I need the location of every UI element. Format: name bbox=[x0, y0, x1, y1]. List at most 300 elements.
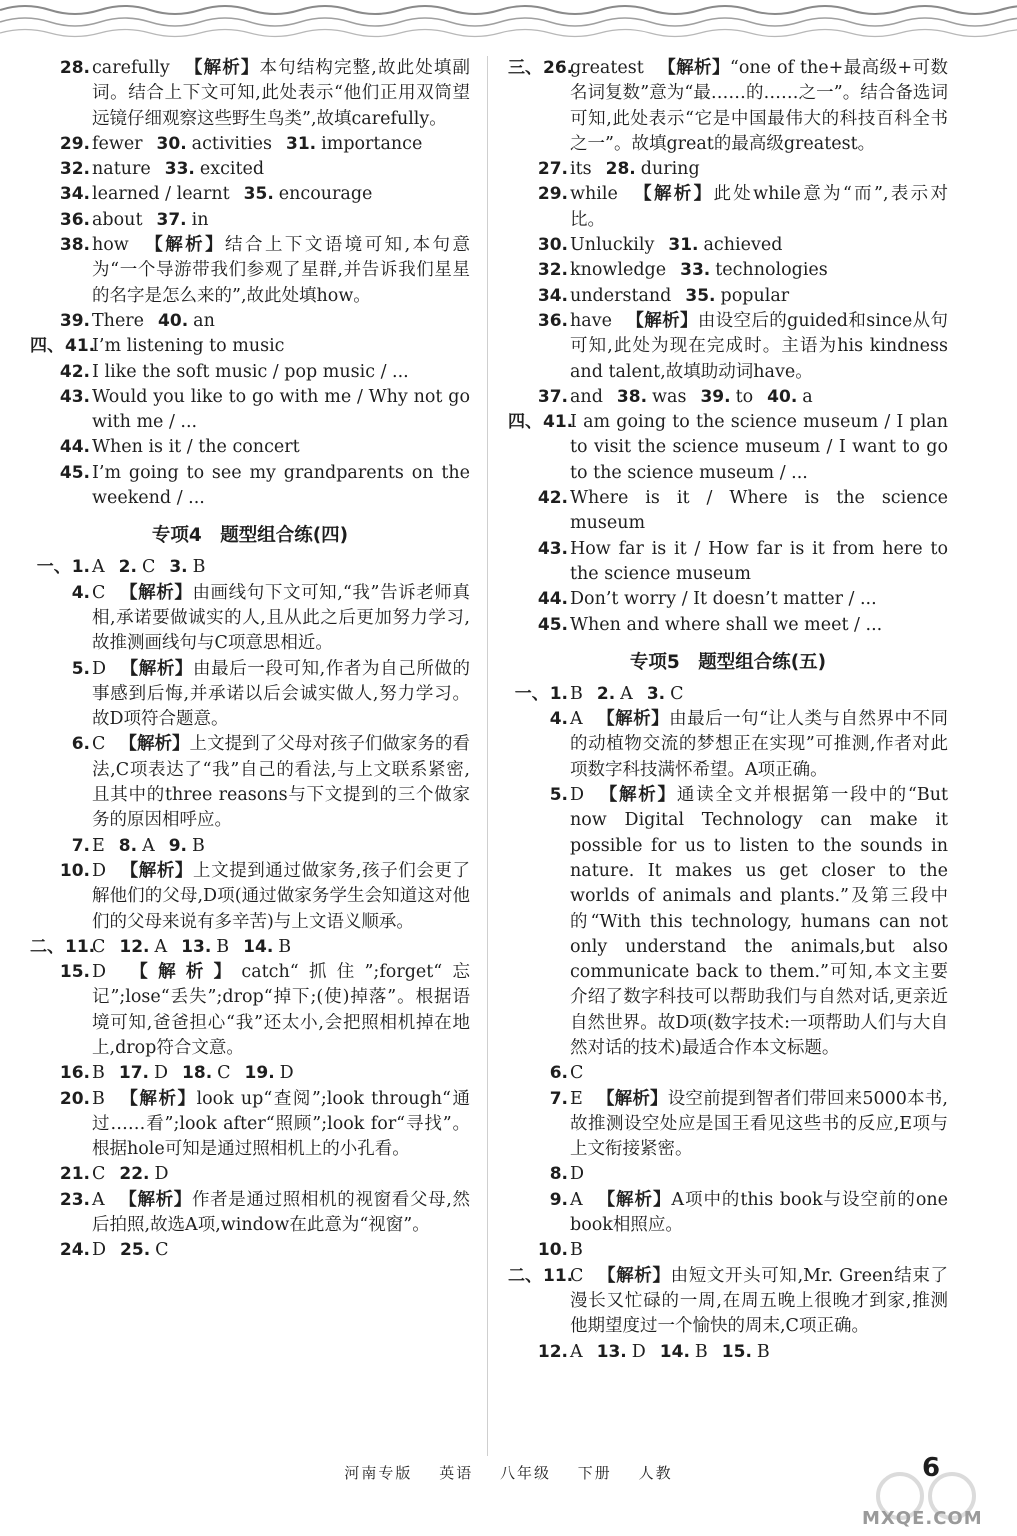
answer-text: D bbox=[154, 1063, 169, 1084]
answer-entry bbox=[30, 435, 470, 460]
question-lead bbox=[30, 385, 90, 410]
answer-text: C bbox=[670, 683, 684, 704]
question-number: 3. bbox=[169, 557, 188, 578]
analysis-label: 【解析】 bbox=[119, 582, 193, 603]
question-number: 39. bbox=[59, 310, 90, 331]
analysis-label: 【解析】 bbox=[657, 58, 730, 78]
analysis-label: 【解析】 bbox=[596, 1088, 668, 1109]
question-number: 43. bbox=[537, 538, 568, 559]
answer-text: A bbox=[620, 683, 633, 704]
question-number: 29. bbox=[59, 133, 90, 154]
answer-entry bbox=[508, 537, 948, 588]
analysis-label: 【解析】 bbox=[120, 658, 194, 679]
answer-text: carefully bbox=[92, 58, 170, 78]
answer-text: A bbox=[92, 557, 105, 578]
analysis-text: 结合上下文语境可知,本句意为“一个导游带我们参观了星群,并告诉我们星星的名字是怎么来的”,故此处填how。 bbox=[92, 235, 471, 306]
question-number: 17. bbox=[118, 1063, 149, 1084]
question-number: 6. bbox=[549, 1063, 568, 1084]
question-lead bbox=[508, 157, 568, 182]
question-lead bbox=[508, 587, 568, 612]
question-number: 14. bbox=[243, 936, 274, 957]
answer-entry bbox=[508, 1162, 948, 1187]
question-lead bbox=[508, 182, 568, 207]
answer-text: popular bbox=[720, 285, 790, 306]
answer-text: A bbox=[570, 1189, 583, 1210]
answer-text: A bbox=[92, 1189, 105, 1210]
answer-text: an bbox=[193, 310, 215, 331]
analysis-text: 设空前提到智者们带回来5000本书,故推测设空处应是国王看见这些书的反应,E项与上文衔接紧密。 bbox=[570, 1088, 948, 1160]
answer-text: D bbox=[92, 860, 107, 881]
answer-text: D bbox=[279, 1063, 294, 1084]
answer-entry bbox=[30, 834, 470, 859]
question-lead bbox=[508, 1188, 568, 1213]
answer-text: greatest bbox=[570, 58, 644, 78]
answer-text: technologies bbox=[715, 260, 828, 281]
answer-text: learned / learnt bbox=[92, 184, 230, 205]
answer-entry bbox=[30, 581, 470, 657]
question-number: 32. bbox=[537, 260, 568, 281]
question-lead bbox=[30, 461, 90, 486]
answer-item bbox=[105, 937, 167, 957]
analysis-label: 【解析】 bbox=[118, 1088, 197, 1109]
answer-entry bbox=[508, 682, 948, 707]
question-number: 9. bbox=[549, 1189, 568, 1210]
answer-entry bbox=[30, 461, 470, 512]
answer-text: A bbox=[142, 835, 155, 856]
answer-text: D bbox=[154, 1164, 169, 1185]
question-number: 29. bbox=[537, 184, 568, 205]
question-number: 1. bbox=[71, 557, 90, 578]
answer-entry bbox=[30, 1188, 470, 1239]
question-number: 5. bbox=[549, 785, 568, 806]
answer-entry bbox=[30, 334, 470, 359]
answer-entry bbox=[508, 486, 948, 537]
answer-entry bbox=[30, 555, 470, 580]
answer-item bbox=[106, 1240, 169, 1260]
answer-text: how bbox=[92, 235, 129, 256]
answer-text: D bbox=[570, 785, 585, 806]
section-marker: 三、 bbox=[508, 58, 542, 78]
question-number: 44. bbox=[537, 589, 568, 610]
question-number: 20. bbox=[59, 1088, 90, 1109]
question-number: 34. bbox=[59, 184, 90, 205]
answer-item bbox=[105, 836, 155, 856]
answer-text: C bbox=[570, 1265, 584, 1286]
question-lead bbox=[30, 182, 90, 207]
answer-entry bbox=[508, 1340, 948, 1365]
question-number: 40. bbox=[767, 386, 798, 407]
watermark-text: MXQE.COM bbox=[862, 1508, 983, 1529]
question-number: 39. bbox=[700, 386, 731, 407]
answer-text: C bbox=[92, 582, 106, 603]
question-number: 8. bbox=[549, 1164, 568, 1185]
answer-text: C bbox=[92, 734, 106, 755]
question-number: 31. bbox=[286, 133, 317, 154]
question-number: 37. bbox=[156, 209, 187, 230]
question-lead bbox=[508, 486, 568, 511]
analysis-text: 由设空后的guided和since从句可知,此处为现在完成时。主语为his kindness and talent,故填助动词have。 bbox=[570, 310, 948, 382]
question-number: 35. bbox=[685, 285, 716, 306]
left-column bbox=[30, 56, 470, 1264]
question-number: 42. bbox=[59, 361, 90, 382]
analysis-label: 【解析】 bbox=[120, 860, 194, 881]
question-lead bbox=[30, 581, 90, 606]
answer-item bbox=[583, 684, 633, 704]
question-number: 5. bbox=[71, 658, 90, 679]
question-number: 36. bbox=[537, 310, 568, 331]
answer-entry bbox=[508, 385, 948, 410]
answer-text: Unluckily bbox=[570, 235, 655, 256]
column-divider bbox=[487, 56, 488, 1456]
question-lead bbox=[30, 1238, 90, 1263]
answer-text: C bbox=[141, 557, 156, 578]
question-number: 33. bbox=[680, 260, 711, 281]
answer-text: excited bbox=[199, 159, 265, 180]
answer-item bbox=[155, 836, 205, 856]
question-number: 42. bbox=[537, 488, 568, 509]
question-number: 27. bbox=[537, 159, 568, 180]
answer-text: D bbox=[631, 1341, 646, 1362]
answer-text: C bbox=[155, 1240, 169, 1261]
answer-text: When and where shall we meet / ... bbox=[570, 614, 883, 635]
answer-entry bbox=[30, 309, 470, 334]
analysis-text: look up“查阅”;look through“通过……看”;look after“照顾”;look for“寻找”。根据hole可知是通过照相机上的小孔看。 bbox=[92, 1088, 470, 1160]
question-lead bbox=[30, 1087, 90, 1112]
question-number: 10. bbox=[59, 860, 90, 881]
answer-item bbox=[646, 1342, 708, 1362]
answer-text: B bbox=[92, 1088, 105, 1109]
analysis-label: 【解析】 bbox=[120, 962, 242, 983]
answer-text: fewer bbox=[92, 133, 143, 154]
question-number: 15. bbox=[721, 1341, 752, 1362]
question-number: 31. bbox=[668, 235, 699, 256]
answer-text: B bbox=[694, 1341, 708, 1362]
question-number: 25. bbox=[120, 1240, 151, 1261]
answer-entry bbox=[508, 783, 948, 1061]
analysis-label: 【解析】 bbox=[183, 58, 260, 78]
answer-text: B bbox=[216, 936, 230, 957]
footer-item: 人教 bbox=[638, 1464, 673, 1482]
question-lead bbox=[508, 385, 568, 410]
question-number: 33. bbox=[164, 159, 195, 180]
answer-text: importance bbox=[321, 133, 423, 154]
analysis-text: catch“抓住”;forget“忘记”;lose“丢失”;drop“掉下;(使)掉落”。根据语境可知,爸爸担心“我”还太小,会把照相机掉在地上,drop符合文意。 bbox=[92, 962, 471, 1058]
analysis-label: 【解析】 bbox=[142, 235, 226, 256]
answer-text: D bbox=[92, 962, 107, 983]
answer-text: C bbox=[570, 1063, 584, 1084]
answer-entry bbox=[30, 960, 470, 1061]
answer-entry bbox=[30, 182, 470, 207]
question-number: 38. bbox=[59, 235, 90, 256]
answer-item bbox=[142, 210, 208, 230]
question-number: 13. bbox=[181, 936, 212, 957]
answer-entry bbox=[30, 859, 470, 935]
question-number: 15. bbox=[59, 962, 90, 983]
answer-item bbox=[671, 286, 789, 306]
question-number: 12. bbox=[119, 936, 150, 957]
answer-entry bbox=[30, 1162, 470, 1187]
answer-text: E bbox=[92, 835, 105, 856]
answer-entry bbox=[30, 385, 470, 436]
analysis-text: 由短文开头可知,Mr. Green结束了漫长又忙碌的一周,在周五晚上很晚才到家,推测他期望度过一个愉快的周末,C项正确。 bbox=[570, 1265, 948, 1337]
answer-item bbox=[603, 387, 687, 407]
answer-entry bbox=[508, 284, 948, 309]
answer-text: a bbox=[802, 386, 813, 407]
answer-text: its bbox=[570, 159, 592, 180]
answer-text: How far is it / How far is it from here to the science museum bbox=[570, 538, 948, 584]
question-lead bbox=[508, 783, 568, 808]
footer-item: 河南专版 bbox=[344, 1464, 413, 1482]
question-number: 28. bbox=[59, 58, 90, 78]
question-lead bbox=[508, 1340, 568, 1365]
question-lead bbox=[30, 334, 96, 359]
question-lead bbox=[508, 613, 568, 638]
answer-item bbox=[105, 1063, 168, 1083]
question-lead bbox=[30, 657, 90, 682]
question-number: 30. bbox=[537, 235, 568, 256]
question-lead bbox=[30, 233, 90, 258]
question-number: 16. bbox=[59, 1063, 90, 1084]
answer-text: knowledge bbox=[570, 260, 667, 281]
answer-text: B bbox=[570, 1240, 583, 1261]
analysis-label: 【解析】 bbox=[631, 184, 714, 205]
answer-item bbox=[105, 557, 156, 577]
question-number: 28. bbox=[605, 159, 636, 180]
question-number: 26. bbox=[543, 58, 574, 78]
answer-entry bbox=[508, 613, 948, 638]
question-lead bbox=[508, 1238, 568, 1263]
analysis-label: 【解析】 bbox=[596, 1189, 672, 1210]
analysis-label: 【解析】 bbox=[625, 310, 698, 331]
answer-text: B bbox=[278, 936, 292, 957]
answer-entry bbox=[30, 1087, 470, 1163]
question-lead bbox=[30, 435, 90, 460]
question-number: 23. bbox=[59, 1189, 90, 1210]
answer-entry bbox=[30, 208, 470, 233]
question-number: 37. bbox=[537, 386, 568, 407]
question-number: 40. bbox=[158, 310, 189, 331]
question-lead bbox=[508, 309, 568, 334]
answer-item bbox=[654, 235, 782, 255]
question-number: 11. bbox=[65, 936, 96, 957]
answer-text: A bbox=[570, 709, 583, 730]
analysis-text: 此处while意为“而”,表示对比。 bbox=[570, 184, 948, 230]
answer-item bbox=[272, 134, 422, 154]
question-lead bbox=[30, 309, 90, 334]
question-number: 3. bbox=[646, 683, 666, 704]
answer-text: E bbox=[570, 1088, 583, 1109]
section-marker: 四、 bbox=[30, 336, 64, 357]
answer-text: Where is it / Where is the science museum bbox=[570, 488, 948, 534]
question-number: 2. bbox=[596, 683, 616, 704]
answer-entry bbox=[508, 182, 948, 233]
answer-text: B bbox=[192, 557, 206, 578]
question-lead bbox=[30, 859, 90, 884]
answer-entry bbox=[508, 707, 948, 783]
question-lead bbox=[30, 732, 90, 757]
answer-entry bbox=[30, 935, 470, 960]
answer-item bbox=[144, 311, 215, 331]
question-lead bbox=[508, 258, 568, 283]
section-heading: 专项5 题型组合练(五) bbox=[629, 651, 827, 673]
answer-item bbox=[686, 387, 753, 407]
answer-text: activities bbox=[191, 133, 272, 154]
analysis-label: 【解析】 bbox=[597, 1265, 671, 1286]
question-lead bbox=[30, 56, 90, 81]
question-number: 43. bbox=[59, 386, 90, 407]
question-lead bbox=[508, 284, 568, 309]
question-number: 24. bbox=[59, 1240, 90, 1261]
answer-text: in bbox=[191, 209, 209, 230]
answer-text: D bbox=[570, 1164, 585, 1185]
question-number: 7. bbox=[71, 835, 90, 856]
question-lead bbox=[508, 233, 568, 258]
answer-item bbox=[592, 159, 700, 179]
answer-text: D bbox=[92, 1240, 107, 1261]
answer-text: B bbox=[756, 1341, 770, 1362]
answer-item bbox=[229, 937, 291, 957]
answer-entry bbox=[30, 1061, 470, 1086]
answer-item bbox=[231, 1063, 294, 1083]
answer-item bbox=[167, 937, 229, 957]
answer-text: D bbox=[92, 658, 107, 679]
section-marker: 二、 bbox=[30, 936, 64, 957]
question-number: 22. bbox=[119, 1164, 150, 1185]
section-marker: 一、 bbox=[514, 683, 549, 704]
answer-entry bbox=[30, 1238, 470, 1263]
question-lead bbox=[30, 360, 90, 385]
analysis-label: 【解析】 bbox=[119, 734, 190, 755]
answer-text: encourage bbox=[278, 184, 373, 205]
answer-item bbox=[155, 557, 205, 577]
question-lead bbox=[30, 960, 90, 985]
answer-text: I like the soft music / pop music / ... bbox=[92, 361, 409, 382]
page-number: 6 bbox=[922, 1453, 941, 1483]
footer-item: 下册 bbox=[577, 1464, 612, 1482]
question-lead bbox=[30, 834, 90, 859]
analysis-text: 通读全文并根据第一段中的“But now Digital Technology can make it possible for us to listen to the sounds in nature. It makes us get closer to the worlds of animals and plants.”及第三段中的“With this technology, humans can not only understand the animals,but also communicate back to them.”可知,本文主要介绍了数字科技可以帮助我们与自然对话,更亲近自然世界。故D项(数字技术:一项帮助人们与大自然对话的技术)最适合作本文标题。 bbox=[570, 785, 949, 1058]
section-marker: 二、 bbox=[508, 1265, 542, 1286]
answer-text: about bbox=[92, 209, 143, 230]
analysis-text: A项中的this book与设空前的one book相照应。 bbox=[570, 1189, 949, 1236]
answer-text: B bbox=[192, 835, 205, 856]
answer-item bbox=[143, 134, 272, 154]
answer-item bbox=[583, 1342, 646, 1362]
answer-text: Don’t worry / It doesn’t matter / ... bbox=[570, 589, 877, 610]
question-number: 41. bbox=[65, 336, 96, 357]
answer-text: C bbox=[92, 936, 106, 957]
answer-entry bbox=[508, 157, 948, 182]
question-lead bbox=[30, 208, 90, 233]
question-number: 18. bbox=[182, 1063, 213, 1084]
question-lead bbox=[508, 410, 574, 435]
answer-entry bbox=[508, 56, 948, 157]
answer-item bbox=[666, 260, 828, 280]
answer-text: Would you like to go with me / Why not go with me / ... bbox=[92, 386, 470, 433]
answer-text: When is it / the concert bbox=[92, 437, 300, 458]
answer-entry bbox=[508, 410, 948, 486]
analysis-label: 【解析】 bbox=[598, 785, 677, 806]
analysis-text: 由最后一段可知,作者为自己所做的事感到后悔,并承诺以后会诚实做人,努力学习。故D项符合题意。 bbox=[92, 658, 471, 730]
question-number: 10. bbox=[537, 1240, 568, 1261]
question-lead bbox=[508, 1264, 574, 1289]
answer-item bbox=[168, 1063, 231, 1083]
answer-item bbox=[633, 684, 684, 704]
answer-text: during bbox=[640, 159, 700, 180]
question-number: 45. bbox=[59, 462, 90, 483]
answer-entry bbox=[30, 233, 470, 309]
answer-text: C bbox=[217, 1063, 231, 1084]
analysis-text: 作者是通过照相机的视窗看父母,然后拍照,故选A项,window在此意为“视窗”。 bbox=[92, 1189, 471, 1236]
question-number: 30. bbox=[156, 133, 187, 154]
answer-text: understand bbox=[570, 285, 672, 306]
answer-text: I am going to the science museum / I plan to visit the science museum / I want to go to the science museum / ... bbox=[570, 412, 948, 483]
question-lead bbox=[508, 682, 568, 707]
answer-item bbox=[753, 387, 813, 407]
question-number: 8. bbox=[118, 835, 138, 856]
footer-item: 英语 bbox=[439, 1464, 474, 1482]
answer-entry bbox=[508, 258, 948, 283]
analysis-text: 上文提到通过做家务,孩子们会更了解他们的父母,D项(通过做家务学生会知道这对他们的父母来说有多辛苦)与上文语义顺承。 bbox=[92, 860, 471, 932]
question-lead bbox=[508, 1087, 568, 1112]
answer-entry bbox=[30, 732, 470, 833]
section-marker: 四、 bbox=[508, 412, 542, 433]
question-number: 44. bbox=[59, 437, 90, 458]
question-number: 41. bbox=[543, 412, 574, 433]
question-number: 19. bbox=[244, 1063, 275, 1084]
question-number: 4. bbox=[71, 582, 90, 603]
answer-entry bbox=[508, 1238, 948, 1263]
question-number: 45. bbox=[537, 614, 568, 635]
answer-text: A bbox=[154, 936, 168, 957]
question-number: 7. bbox=[549, 1088, 568, 1109]
question-number: 21. bbox=[59, 1164, 90, 1185]
section-heading: 专项4 题型组合练(四) bbox=[151, 525, 349, 547]
answer-entry bbox=[508, 1188, 948, 1239]
analysis-text: “one of the+最高级+可数名词复数”意为“最……的……之一”。结合备选词可知,此处表示“它是中国最伟大的科技百科全书之一”。故填great的最高级greatest。 bbox=[570, 58, 949, 154]
answer-text: B bbox=[570, 683, 583, 704]
question-number: 14. bbox=[659, 1341, 690, 1362]
question-lead bbox=[30, 1188, 90, 1213]
answer-item bbox=[230, 184, 373, 204]
question-number: 32. bbox=[59, 159, 90, 180]
answer-entry bbox=[30, 56, 470, 132]
question-number: 11. bbox=[543, 1265, 574, 1286]
answer-text: to bbox=[735, 386, 754, 407]
answer-entry bbox=[30, 657, 470, 733]
answer-text: I’m going to see my grandparents on the weekend / ... bbox=[92, 462, 470, 509]
question-lead bbox=[30, 935, 96, 960]
question-lead bbox=[30, 1162, 90, 1187]
answer-text: B bbox=[92, 1063, 105, 1084]
question-lead bbox=[508, 707, 568, 732]
answer-text: C bbox=[92, 1164, 106, 1185]
answer-item bbox=[708, 1342, 770, 1362]
question-lead bbox=[508, 537, 568, 562]
answer-text: while bbox=[570, 184, 618, 205]
question-lead bbox=[30, 1061, 90, 1086]
answer-entry bbox=[30, 360, 470, 385]
analysis-label: 【解析】 bbox=[596, 709, 670, 730]
answer-text: I’m listening to music bbox=[92, 336, 285, 357]
answer-entry bbox=[30, 132, 470, 157]
question-number: 4. bbox=[549, 709, 568, 730]
question-number: 9. bbox=[168, 835, 188, 856]
analysis-text: 由画线句下文可知,“我”告诉老师真相,承诺要做诚实的人,且从此之后更加努力学习,故推测画线句与C项意思相近。 bbox=[92, 582, 470, 654]
answer-text: There bbox=[92, 310, 145, 331]
answer-entry bbox=[508, 309, 948, 385]
analysis-text: 由最后一句“让人类与自然界中不同的动植物交流的梦想正在实现”可推测,作者对此项数字科技满怀希望。A项正确。 bbox=[570, 709, 949, 780]
